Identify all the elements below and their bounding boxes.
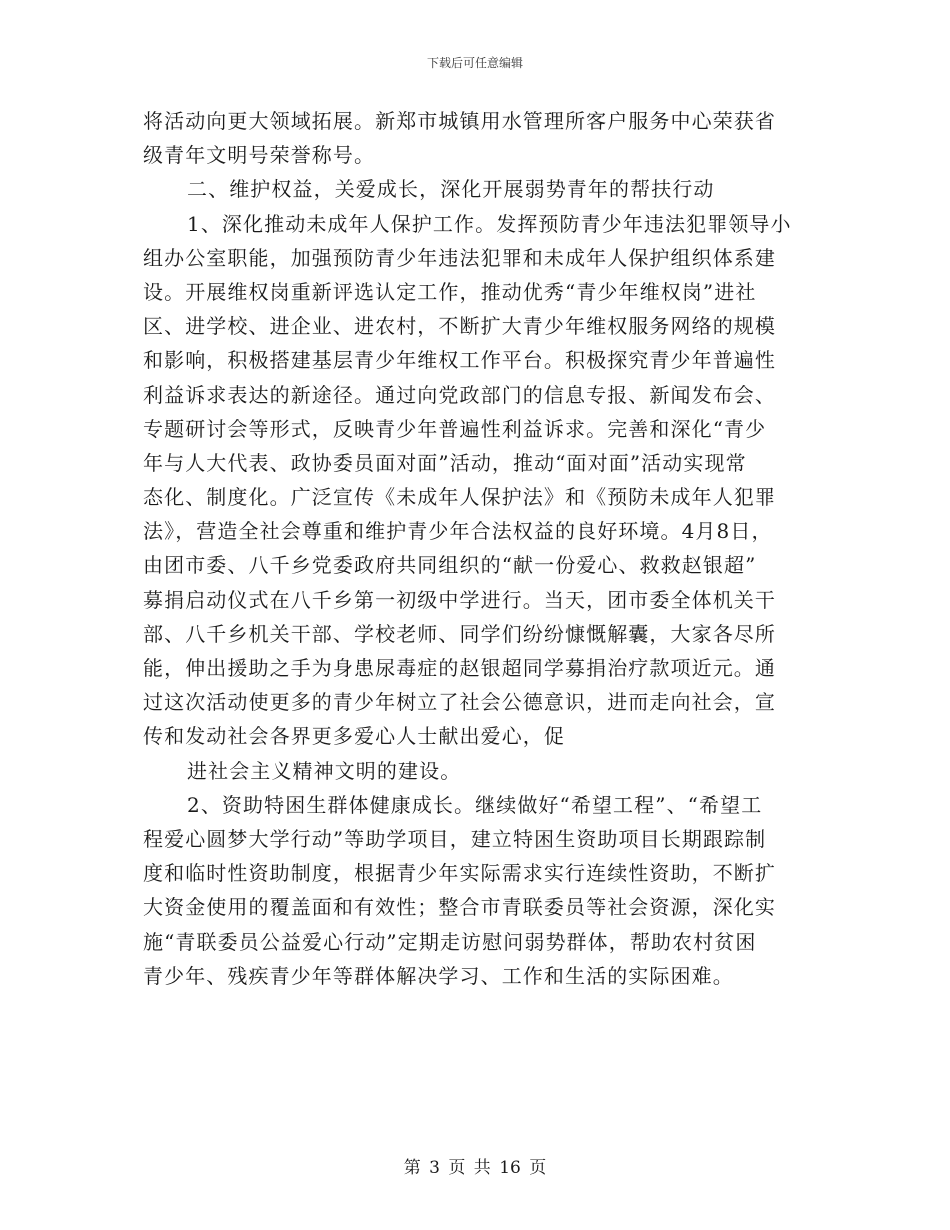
- paragraph-start: 进社会主义精神文明的建设。: [187, 758, 462, 783]
- text-line: 募捐启动仪式在八千乡第一初级中学进行。当天，团市委全体机关干: [143, 587, 776, 612]
- text-line: 法》，营造全社会尊重和维护青少年合法权益的良好环境。4月8日，: [143, 519, 773, 544]
- page-header: 下载后可任意编辑: [426, 56, 523, 70]
- text-line: 部、八千乡机关干部、学校老师、同学们纷纷慷慨解囊，大家各尽所: [143, 621, 776, 646]
- text-line: 能，伸出援助之手为身患尿毒症的赵银超同学募捐治疗款项近元。通: [143, 656, 776, 680]
- text-line: 青少年、残疾青少年等群体解决学习、工作和生活的实际困难。: [143, 963, 734, 988]
- text-line: 将活动向更大领域拓展。新郑市城镇用水管理所客户服务中心荣获省: [143, 109, 776, 133]
- text-line: 和影响，积极搭建基层青少年维权工作平台。积极探究青少年普遍性: [143, 348, 776, 373]
- page-number: 第 3 页 共 16 页: [403, 1158, 547, 1178]
- text-line: 组办公室职能，加强预防青少年违法犯罪和未成年人保护组织体系建: [143, 245, 776, 270]
- text-line: 度和临时性资助制度，根据青少年实际需求实行连续性资助，不断扩: [143, 861, 776, 886]
- text-line: 施“青联委员公益爱心行动”定期走访慰问弱势群体，帮助农村贫困: [143, 929, 757, 954]
- text-line: 区、进学校、进企业、进农村，不断扩大青少年维权服务网络的规模: [143, 314, 776, 339]
- paragraph-start: 1、深化推动未成年人保护工作。发挥预防青少年违法犯罪领导小: [187, 211, 792, 236]
- text-line: 态化、制度化。广泛宣传《未成年人保护法》和《预防未成年人犯罪: [143, 485, 776, 510]
- paragraph-start: 2、资助特困生群体健康成长。继续做好“希望工程”、“希望工: [187, 792, 763, 817]
- section-heading: 二、维护权益，关爱成长，深化开展弱势青年的帮扶行动: [187, 177, 715, 202]
- text-line: 传和发动社会各界更多爱心人士献出爱心，促: [143, 724, 565, 749]
- text-line: 大资金使用的覆盖面和有效性；整合市青联委员等社会资源，深化实: [143, 895, 776, 920]
- document-body: [143, 104, 807, 993]
- text-line: 利益诉求表达的新途径。通过向党政部门的信息专报、新闻发布会、: [143, 382, 776, 407]
- text-line: 年与人大代表、政协委员面对面”活动，推动“面对面”活动实现常: [143, 450, 747, 475]
- text-line: 由团市委、八千乡党委政府共同组织的“献一份爱心、救救赵银超”: [143, 553, 757, 578]
- text-line: 程爱心圆梦大学行动”等助学项目，建立特困生资助项目长期跟踪制: [143, 826, 767, 851]
- text-line: 专题研讨会等形式，反映青少年普遍性利益诉求。完善和深化“青少: [143, 416, 767, 441]
- text-line: 过这次活动使更多的青少年树立了社会公德意识，进而走向社会，宣: [143, 690, 776, 715]
- text-line: 设。开展维权岗重新评选认定工作，推动优秀“青少年维权岗”进社: [143, 279, 757, 304]
- text-line: 级青年文明号荣誉称号。: [143, 143, 376, 168]
